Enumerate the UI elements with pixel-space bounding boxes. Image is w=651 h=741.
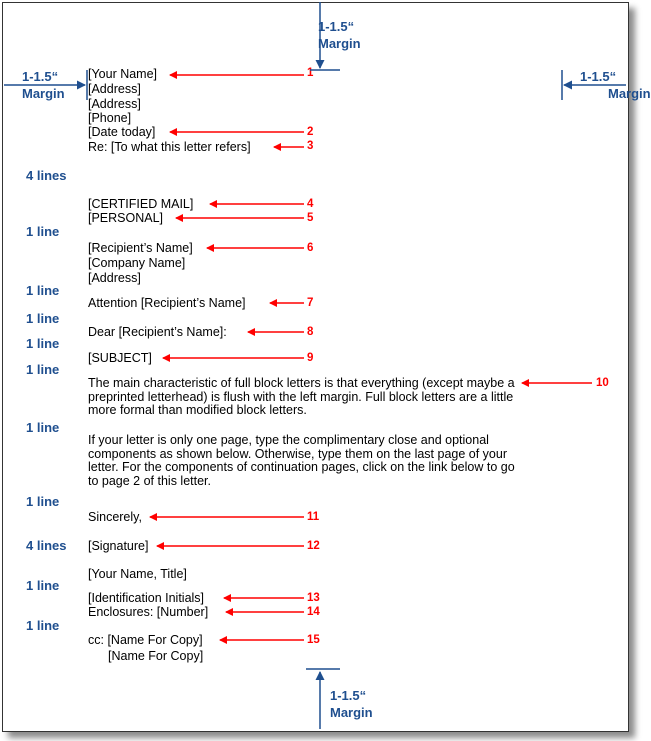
attention-line: Attention [Recipient’s Name] [88, 296, 246, 310]
left-margin-size: 1-1.5“ [22, 69, 59, 84]
spacing-label: 1 line [26, 336, 60, 351]
callout-number: 10 [596, 377, 609, 389]
right-margin-word: Margin [608, 86, 651, 101]
right-margin-size: 1-1.5“ [580, 69, 617, 84]
spacing-label: 1 line [26, 283, 60, 298]
spacing-label: 1 line [26, 420, 60, 435]
body-paragraph-2: If your letter is only one page, type the complimentary close and optional components as shown below. Otherwise, type them on the last page of your letter. For the components of continuation pages, click on the link below to go to page 2 of this letter. [88, 433, 515, 488]
callout-number: 3 [307, 140, 314, 152]
callout-number: 1 [307, 67, 314, 79]
certified-mail-notation: [CERTIFIED MAIL] [88, 197, 194, 211]
personal-notation: [PERSONAL] [88, 211, 164, 225]
sender-phone: [Phone] [88, 111, 132, 125]
callout-number: 4 [307, 198, 314, 210]
left-margin-word: Margin [22, 86, 65, 101]
callout-number: 9 [307, 352, 314, 364]
top-margin-size: 1-1.5“ [318, 19, 355, 34]
top-margin-word: Margin [318, 36, 361, 51]
callout-number: 5 [307, 212, 314, 224]
spacing-label: 1 line [26, 362, 60, 377]
identification-initials: [Identification Initials] [88, 591, 205, 605]
sender-address-1: [Address] [88, 82, 141, 96]
salutation: Dear [Recipient’s Name]: [88, 325, 227, 339]
reference-line: Re: [To what this letter refers] [88, 140, 251, 154]
recipient-address: [Address] [88, 271, 141, 285]
recipient-company: [Company Name] [88, 256, 186, 270]
bottom-margin-word: Margin [330, 705, 373, 720]
subject-line: [SUBJECT] [88, 351, 152, 365]
body-paragraph-1: The main characteristic of full block letters is that everything (except maybe a preprinted letterhead) is flush with the left margin. Full block letters are a little more formal than modified block letters. [88, 376, 515, 417]
callout-number: 6 [307, 242, 314, 254]
sender-address-2: [Address] [88, 97, 141, 111]
callout-number: 14 [307, 606, 320, 618]
callout-number: 15 [307, 634, 320, 646]
sender-name: [Your Name] [88, 67, 158, 81]
sender-name-title: [Your Name, Title] [88, 567, 187, 581]
callout-number: 12 [307, 540, 320, 552]
bottom-margin-size: 1-1.5“ [330, 688, 367, 703]
spacing-label: 1 line [26, 578, 60, 593]
complimentary-close: Sincerely, [88, 510, 142, 524]
spacing-label: 1 line [26, 494, 60, 509]
spacing-label: 1 line [26, 311, 60, 326]
callout-number: 8 [307, 326, 314, 338]
enclosures-line: Enclosures: [Number] [88, 605, 209, 619]
recipient-name: [Recipient’s Name] [88, 241, 193, 255]
signature-line: [Signature] [88, 539, 149, 553]
cc-line-1: cc: [Name For Copy] [88, 633, 203, 647]
spacing-label: 4 lines [26, 538, 67, 553]
spacing-label: 1 line [26, 618, 60, 633]
letter-date: [Date today] [88, 125, 156, 139]
cc-line-2: [Name For Copy] [108, 649, 204, 663]
spacing-label: 1 line [26, 224, 60, 239]
callout-number: 13 [307, 592, 320, 604]
spacing-label: 4 lines [26, 168, 67, 183]
callout-number: 2 [307, 126, 314, 138]
callout-number: 11 [307, 511, 320, 523]
callout-number: 7 [307, 297, 314, 309]
